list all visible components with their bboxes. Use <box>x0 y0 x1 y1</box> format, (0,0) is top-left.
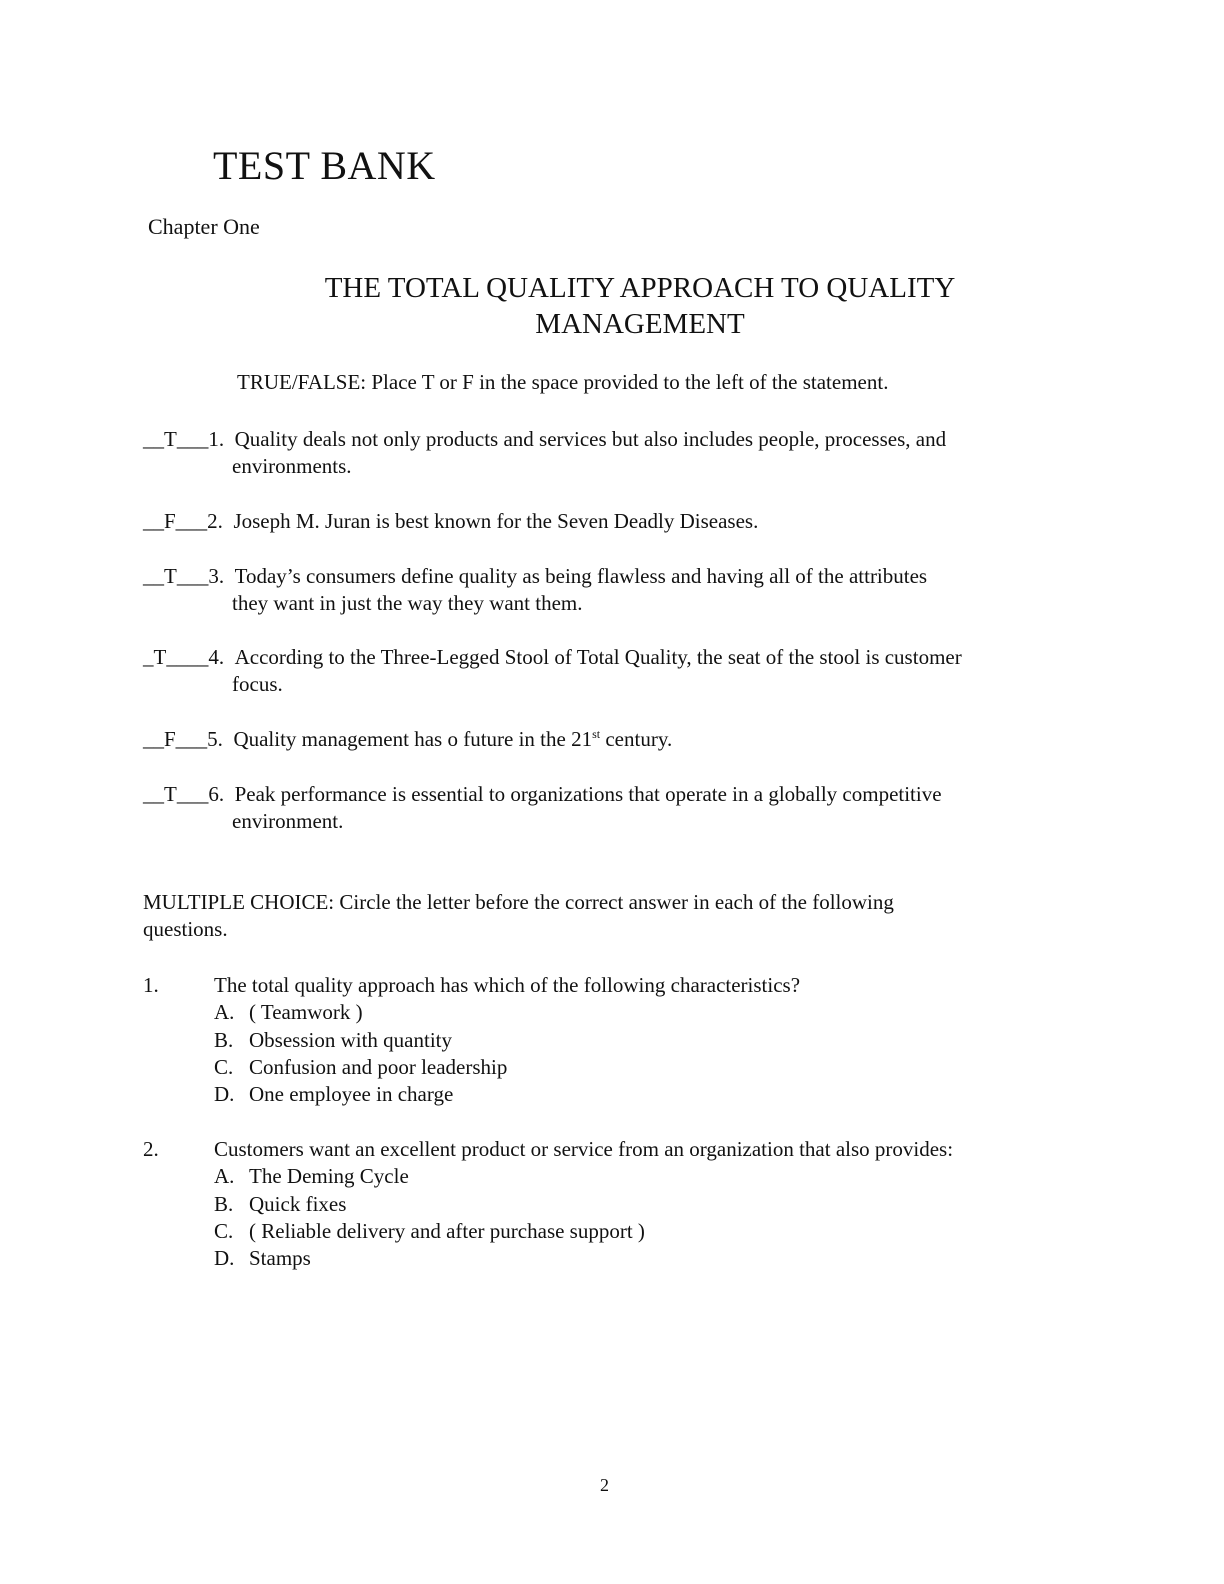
answer-option <box>143 1163 1103 1190</box>
answer-option <box>143 1245 1103 1272</box>
answer-option <box>143 1191 1103 1218</box>
answer-prefix: __T___1. <box>143 427 225 451</box>
true-false-item <box>143 563 1083 617</box>
option-text: The Deming Cycle <box>249 1164 409 1189</box>
instructions-line-2: questions. <box>143 917 228 941</box>
true-false-item <box>143 644 1083 698</box>
option-text: Confusion and poor leadership <box>249 1054 508 1079</box>
statement-text: Quality management has o future in the 21 <box>233 727 593 751</box>
ordinal-suffix: st <box>592 727 601 741</box>
option-letter: C. <box>214 1218 234 1243</box>
question-text: Customers want an excellent product or service from an organization that also provides: <box>214 1137 954 1161</box>
statement-continuation: environments. <box>232 454 352 478</box>
statement-continuation: focus. <box>232 672 283 696</box>
multiple-choice-instructions <box>143 889 1043 943</box>
page-title: TEST BANK <box>213 143 436 188</box>
statement-text: Peak performance is essential to organizations that operate in a globally competitive <box>234 782 942 806</box>
chapter-label: Chapter One <box>148 214 260 239</box>
true-false-item <box>143 726 1083 753</box>
section-heading-line-2: MANAGEMENT <box>535 308 745 340</box>
option-letter: B. <box>214 1191 234 1216</box>
option-text: One employee in charge <box>249 1082 454 1107</box>
option-letter: D. <box>214 1246 235 1271</box>
multiple-choice-question <box>143 1136 1103 1272</box>
option-text: Stamps <box>249 1246 311 1271</box>
answer-prefix: __T___3. <box>143 564 225 588</box>
multiple-choice-question <box>143 972 1103 1108</box>
option-letter: A. <box>214 1000 235 1025</box>
section-heading-line-1: THE TOTAL QUALITY APPROACH TO QUALITY <box>324 272 956 304</box>
statement-text: According to the Three-Legged Stool of Total Quality, the seat of the stool is customer <box>234 645 962 669</box>
question-number: 2. <box>143 1137 159 1161</box>
option-text: Quick fixes <box>249 1191 347 1216</box>
option-letter: B. <box>214 1027 234 1052</box>
question-number: 1. <box>143 973 159 997</box>
true-false-item <box>143 781 1083 835</box>
answer-prefix: __F___2. <box>143 509 223 533</box>
answer-option <box>143 1081 1103 1108</box>
statement-text: Today’s consumers define quality as being flawless and having all of the attributes <box>234 564 928 588</box>
statement-text: Quality deals not only products and services but also includes people, processes, and <box>234 427 947 451</box>
option-letter: A. <box>214 1164 235 1189</box>
statement-text: Joseph M. Juran is best known for the Seven Deadly Diseases. <box>233 509 759 533</box>
true-false-item <box>143 508 1083 535</box>
true-false-item <box>143 426 1083 480</box>
answer-option <box>143 1218 1103 1245</box>
answer-prefix: _T____4. <box>143 645 225 669</box>
statement-text-after: century. <box>600 727 673 751</box>
page-number: 2 <box>600 1475 609 1495</box>
option-letter: C. <box>214 1054 234 1079</box>
option-text: Obsession with quantity <box>249 1027 452 1052</box>
answer-prefix: __T___6. <box>143 782 225 806</box>
option-text: ( Reliable delivery and after purchase support ) <box>249 1218 645 1243</box>
question-text: The total quality approach has which of the following characteristics? <box>214 973 801 997</box>
true-false-instructions: TRUE/FALSE: Place T or F in the space provided to the left of the statement. <box>237 370 889 394</box>
statement-continuation: they want in just the way they want them. <box>232 591 583 615</box>
section-heading <box>140 270 1140 342</box>
answer-prefix: __F___5. <box>143 727 223 751</box>
answer-option <box>143 1027 1103 1054</box>
answer-option <box>143 999 1103 1026</box>
option-letter: D. <box>214 1082 235 1107</box>
option-text: ( Teamwork ) <box>249 1000 363 1025</box>
instructions-line-1: MULTIPLE CHOICE: Circle the letter before the correct answer in each of the following <box>143 890 894 914</box>
answer-option <box>143 1054 1103 1081</box>
statement-continuation: environment. <box>232 809 344 833</box>
